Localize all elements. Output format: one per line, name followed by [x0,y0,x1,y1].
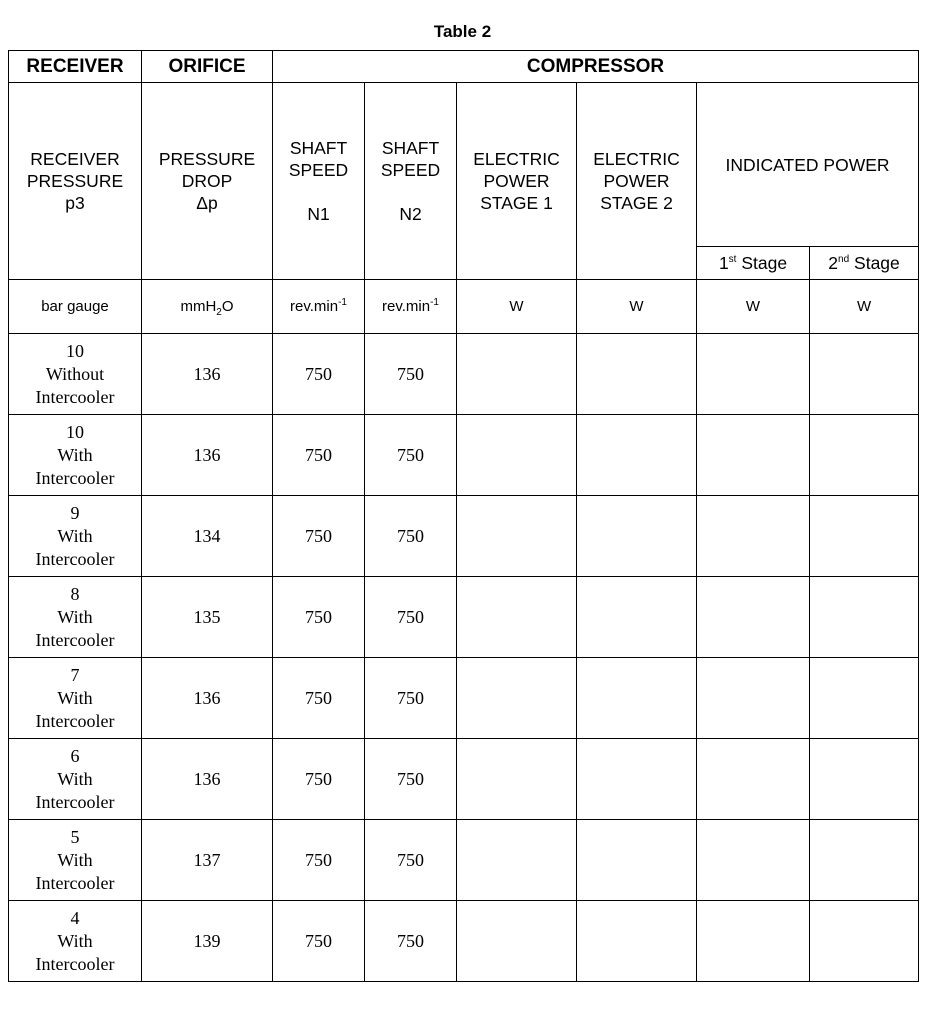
cell-receiver-pressure [9,415,142,496]
cell-electric-power-2[interactable] [577,334,697,415]
cell-shaft-speed-n2: 750 [365,739,457,820]
pressure-value: 9 [70,502,80,523]
cell-shaft-speed-n2: 750 [365,334,457,415]
unit-shaft-speed-n2: $rev.\min^{-1}$ [365,280,457,334]
cell-indicated-power-2[interactable] [810,415,919,496]
table-row [9,820,919,901]
pressure-value: 4 [70,907,80,928]
cell-shaft-speed-n2: 750 [365,658,457,739]
unit-shaft-speed-n1: $rev.\min^{-1}$ [273,280,365,334]
cell-pressure-drop: 136 [142,739,273,820]
cell-pressure-drop: 136 [142,334,273,415]
table-row [9,415,919,496]
intercooler-label: Intercooler [35,467,115,488]
table-row [9,334,919,415]
cell-electric-power-1[interactable] [457,901,577,982]
cell-indicated-power-1[interactable] [697,901,810,982]
header-indicated-power: INDICATED POWER [697,83,919,247]
header-stage-1 [697,247,810,280]
cell-electric-power-1[interactable] [457,415,577,496]
header-line: N1 [307,204,330,224]
cell-receiver-pressure [9,496,142,577]
intercooler-mode: With [57,768,93,789]
intercooler-mode: With [57,606,93,627]
intercooler-label: Intercooler [35,629,115,650]
pressure-value: 8 [70,583,80,604]
data-rows [9,334,919,982]
cell-shaft-speed-n1: 750 [273,334,365,415]
cell-shaft-speed-n1: 750 [273,820,365,901]
cell-shaft-speed-n1: 750 [273,901,365,982]
units-row [9,280,919,334]
cell-shaft-speed-n1: 750 [273,496,365,577]
stage-ordinal: st [728,254,737,266]
cell-shaft-speed-n2: 750 [365,820,457,901]
cell-pressure-drop: 136 [142,658,273,739]
cell-receiver-pressure [9,820,142,901]
cell-shaft-speed-n1: 750 [273,415,365,496]
pressure-value: 7 [70,664,80,685]
cell-receiver-pressure [9,739,142,820]
header-line: ELECTRIC [473,149,560,169]
header-shaft-speed-n1 [273,83,365,280]
header-stage-2 [810,247,919,280]
header-line: STAGE 1 [480,193,553,213]
stage-ordinal: nd [838,254,850,266]
cell-pressure-drop: 134 [142,496,273,577]
header-electric-power-stage-2 [577,83,697,280]
intercooler-label: Intercooler [35,872,115,893]
header-line: STAGE 2 [600,193,673,213]
pressure-value: 10 [66,340,84,361]
cell-pressure-drop: 135 [142,577,273,658]
cell-indicated-power-1[interactable] [697,658,810,739]
cell-indicated-power-2[interactable] [810,577,919,658]
data-table [8,50,919,982]
cell-indicated-power-2[interactable] [810,496,919,577]
unit-indicated-power-1: W [697,280,810,334]
cell-electric-power-1[interactable] [457,496,577,577]
unit-indicated-power-2: W [810,280,919,334]
header-line: DROP [181,171,233,191]
header-shaft-speed-n2 [365,83,457,280]
cell-receiver-pressure [9,577,142,658]
stage-label: Stage [854,253,900,273]
cell-electric-power-1[interactable] [457,334,577,415]
header-line: Δp [196,193,218,213]
header-line: RECEIVER [30,149,120,169]
stage-label: Stage [741,253,788,273]
pressure-value: 6 [70,745,80,766]
cell-electric-power-2[interactable] [577,496,697,577]
cell-pressure-drop: 139 [142,901,273,982]
cell-electric-power-2[interactable] [577,739,697,820]
cell-indicated-power-2[interactable] [810,334,919,415]
header-line: POWER [603,171,670,191]
table-row [9,496,919,577]
cell-shaft-speed-n1: 750 [273,739,365,820]
group-orifice: ORIFICE [142,51,273,83]
intercooler-label: Intercooler [35,953,115,974]
column-header-row [9,83,919,247]
cell-electric-power-2[interactable] [577,658,697,739]
cell-shaft-speed-n1: 750 [273,577,365,658]
table-row [9,658,919,739]
intercooler-mode: With [57,930,93,951]
pressure-value: 5 [70,826,80,847]
cell-indicated-power-1[interactable] [697,496,810,577]
cell-electric-power-2[interactable] [577,415,697,496]
cell-electric-power-2[interactable] [577,820,697,901]
cell-indicated-power-1[interactable] [697,820,810,901]
intercooler-mode: With [57,525,93,546]
intercooler-mode: With [57,849,93,870]
header-line: ELECTRIC [593,149,680,169]
header-line: p3 [65,193,85,213]
cell-pressure-drop: 137 [142,820,273,901]
cell-indicated-power-1[interactable] [697,334,810,415]
group-receiver: RECEIVER [9,51,142,83]
cell-receiver-pressure [9,901,142,982]
unit-electric-power-1: W [457,280,577,334]
header-line: PRESSURE [26,171,124,191]
unit-electric-power-2: W [577,280,697,334]
table-row [9,577,919,658]
header-line: SPEED [380,160,441,180]
group-header-row [9,51,919,83]
header-line: PRESSURE [158,149,256,169]
cell-shaft-speed-n2: 750 [365,496,457,577]
header-line: SHAFT [381,138,440,158]
intercooler-mode: With [57,444,93,465]
cell-indicated-power-2[interactable] [810,901,919,982]
cell-shaft-speed-n1: 750 [273,658,365,739]
cell-electric-power-1[interactable] [457,577,577,658]
intercooler-label: Intercooler [35,386,115,407]
header-line: SPEED [288,160,349,180]
intercooler-label: Intercooler [35,710,115,731]
table-caption: Table 2 [433,22,492,41]
cell-indicated-power-1[interactable] [697,415,810,496]
header-line: POWER [483,171,550,191]
pressure-value: 10 [66,421,84,442]
header-line: SHAFT [289,138,348,158]
table-row [9,901,919,982]
header-receiver-pressure [9,83,142,280]
cell-receiver-pressure [9,658,142,739]
header-line: N2 [399,204,422,224]
intercooler-label: Intercooler [35,548,115,569]
cell-shaft-speed-n2: 750 [365,415,457,496]
intercooler-label: Intercooler [35,791,115,812]
cell-indicated-power-2[interactable] [810,739,919,820]
cell-shaft-speed-n2: 750 [365,577,457,658]
group-compressor: COMPRESSOR [273,51,919,83]
cell-indicated-power-2[interactable] [810,820,919,901]
cell-electric-power-1[interactable] [457,820,577,901]
cell-indicated-power-1[interactable] [697,739,810,820]
unit-pressure-drop: mmH$_2$O [142,280,273,334]
cell-indicated-power-1[interactable] [697,577,810,658]
cell-shaft-speed-n2: 750 [365,901,457,982]
cell-receiver-pressure [9,334,142,415]
table-row [9,739,919,820]
intercooler-mode: Without [45,363,105,384]
cell-pressure-drop: 136 [142,415,273,496]
cell-electric-power-2[interactable] [577,577,697,658]
cell-electric-power-1[interactable] [457,658,577,739]
unit-receiver-pressure: bar gauge [9,280,142,334]
stage-number: 2 [828,253,839,273]
stage-number: 1 [718,253,729,273]
cell-indicated-power-2[interactable] [810,658,919,739]
header-electric-power-stage-1 [457,83,577,280]
intercooler-mode: With [57,687,93,708]
header-pressure-drop [142,83,273,280]
cell-electric-power-1[interactable] [457,739,577,820]
cell-electric-power-2[interactable] [577,901,697,982]
